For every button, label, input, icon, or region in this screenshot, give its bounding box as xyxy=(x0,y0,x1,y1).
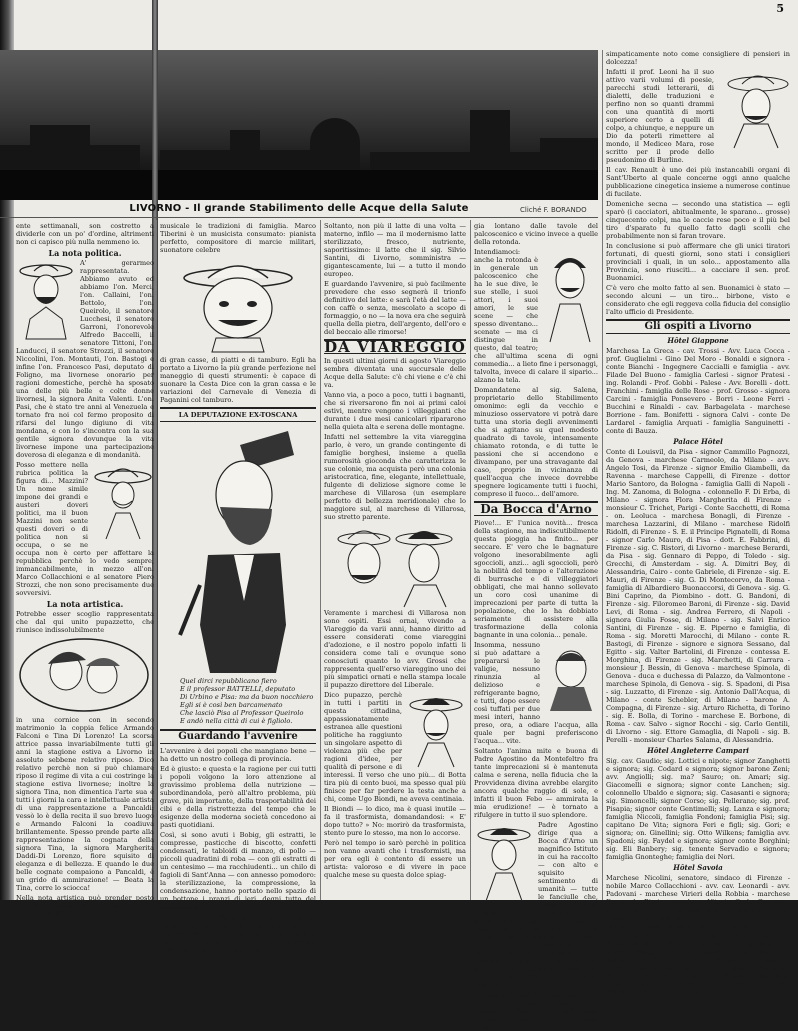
col5-paragraph-2: Infatti il prof. Leoni ha il suo attivo varii volumi di poesie, parecchi studi letterarii, di dialetti, delle traduzioni e perfino non so quanti drammi con una quantità di morti superiore certo a quelli di colpo, a chiunque, e neppure un Dio da poterli rimettere al mondo, il Mediceo Mara, rose scritto per il prode dello pseudonimo di Burline. xyxy=(606,68,714,164)
photo-livorno-baths xyxy=(0,50,598,200)
col2-verse-6: E andò nella città di cui è figliolo. xyxy=(180,717,293,725)
column-rule xyxy=(320,220,321,900)
col4-paragraph-7: Padre Agostino dirige qua a Bocca d'Arno un magnifico Istituto in cui ha raccolto — con alto e squisito sentimento di umanità — tutte le fanciulle che, rimaste orfane al mondo, giovinate — senza tetto e senza pane, aspettano tutte le insidie e a tutti i patimenti, e l'opera meravigliosa compiuta da questo modesto frate, di gran cuore e di grande intelletto, è degna della più viva ammirazione, tanto più che oggi si diventa facilmente filantropi anche elargendo la tenue moneta di una lira. xyxy=(474,821,598,989)
column-3 xyxy=(324,222,466,898)
col5-paragraph-1: simpaticamente noto come consigliere di pensieri in dolcezza! xyxy=(606,50,790,66)
photo-credit: Cliché F. BORANDO xyxy=(520,206,587,214)
col5-paragraph-5: In conclusione si può affermare che gli unici tiratori fortunati, di questi giorni, sono stati i consiglieri provinciali i quali, in un solo... appostamento alla Provincia, sono riusciti... a cacciare il sen. prof. Buonamici. xyxy=(606,242,790,282)
col5-paragraph-6: C'è vero che molto fatto al sen. Buonamici è stato — secondo alcuni — un tiro... birbone, visto e considerato che egli reggeva colla fiducia del consiglio l'alto ufficio di Presidente. xyxy=(606,284,790,316)
col2-paragraph-4: Ed è giusto: e questa e la ragione per cui tutti i popoli volgono la loro attenzione al gravissimo problema della nutrizione — subordinandola, però all'altro problema, più grave, più importante, della trasportabilità dei cibi e della ristrettezza del tempo che le esigenze della moderna società concedono ai pasti quotidiani. xyxy=(160,765,316,829)
col1-heading-artistica: La nota artistica. xyxy=(46,599,124,609)
col2-verse-3: Di Urbino e Pisa: ma da buon nocchiero xyxy=(180,693,314,701)
col3-paragraph-7: Dico pupazzo, perchè in tutti i partiti in questa cittadina, appassionatamente estranea alle questioni politiche ha raggiunto un singolare aspetto di violenza più che per ragioni d'idee, per qualità di persone e di interessi. Il verso che uno più... di Botta tira più di cento buoi, ma spesso qual più finisce per far perdere la testa anche a chi, come Ugo Biondi, ne aveva centinaia. xyxy=(324,691,466,803)
hotel-savoia-heading: Hôtel Savoia xyxy=(673,863,723,872)
caricature-mazzini xyxy=(92,463,154,541)
other-guests: Sig. Giov. Batt. Lupo e famiglia, di Pistoia - signora Paola Garelli, di Milano - signora Regina Regnoli e signora Balducci, Pirenze - signora Rosina Avuchi e famiglia, di Firenze - signor Pappa e famiglia, di Firenze - signor Gabriele Dante e figlia, di Bologna - dott. Franchi - sig. Rigolotti di Milano - marchese Antonio Gonzaga e famiglia di Firenze - sig. dott. Piaggi e famiglia, di Firenze. xyxy=(606,932,790,996)
col3-paragraph-9: Però nel tempo io sarò perchè in politica non vanno avanti che i trasformisti, ma per ora egli è contento di essere un artista: valoroso e di vivere in pace qualche mese su questa dolce spiag- xyxy=(324,839,466,879)
page-number: 5 xyxy=(776,2,784,15)
caricature-falconi-di-lorenzo xyxy=(16,636,152,714)
col2-paragraph-1: musicale le tradizioni di famiglia. Marco Tiberini è un musicista consumato: pianista perfetto, compositore di marcie militari, suonatore celebre xyxy=(160,222,316,254)
palace-hotel-heading: Palace Hôtel xyxy=(673,437,723,446)
col2-verse-5: Che lasciò Pisa al Professor Queirolo xyxy=(180,709,304,717)
caricature-villarosa xyxy=(324,523,466,607)
col4-paragraph-3: Domandatene al sig. Salena, proprietario dello Stabilimento omonimo: egli da vecchio e minuzioso osservatore vi potrà dare tutta una storia degli avvenimenti che si agitano su quel modesto quadrato di tavole, intensamente chiamato rotonda, e di tutte le passioni che si accendono e divampano, per una stravagante dal caso, proprio in vicinanza di quell'acqua che invece dovrebbe spegnere logicamente tutti i fuochi, compreso il fuoco... dell'amore. xyxy=(474,386,598,498)
col2-paragraph-3: L'avvenire è dei popoli che mangiano bene — ha detto un nostro collega di provincia. xyxy=(160,747,316,763)
col2-verse-2: E il professor BATTELLI, deputato xyxy=(180,685,296,693)
col3-heading-viareggio: DA VIAREGGIO xyxy=(324,338,466,356)
palace-hotel-guests: Conte di Louisvil, da Pisa - signor Cammillo Pagnozzi, da Genova - marchese Carmeolo, da Milano - avv. Angelo Tosi, da Firenze - signor Emilio Giambelli, da Ravenna - marchese Cappelli, di Firenze - dottor Mario Santoro, da Bologna - famiglia Galli di Napoli - Ing. M. Zanoma, di Bologna - colonnello F. Di Erba, di Milano - signora Flora Margherita di Firenze - monsieur C. Trichet, Parigi - Conte Sacchetti, di Roma - on. Leoluca - marchesa Bonagli, di Firenze - marchesa Lazzarini, di Milano - marchese Ridolfi Ridolfi, di Firenze - S. E. il Principe Pignatelli, di Roma - signor Carlo Mauro, di Pisa - dott. E. Fabbrini, di Firenze - sig. C. Ristori, di Livorno - marchese Berardi, da Pisa - sig. Gennaro di Peppo, di Toledo - sig. Grecchi, di Amsterdam - sig. A. Dimitri Bey, di Alessandria, Cairo - conte Gabriele, di Firenze - sig. E. Mauri, di Firenze - sig. G. Di Montecorvo, da Roma - famiglia di Albardiero Buonaccorsi, di Genova - sig. G. Bini Caprino, da Piombino - dott. G. Bandoni, di Firenze - sig. Filoromeo Baroni, di Firenze - sig. David Levi, di Roma - sig. Andrea Ferrero, di Napoli - signora Giulia Fosse, di Milano - sig. Salvi Enrico Santini, di Firenze - sig. E. Piperno e famiglia, di Roma - sig. Moretti Marocchi, di Milano - conte R. Bastogi, di Firenze - signore e signora Sessano, dal Egitto - sig. Valter Bartolini, di Firenze - contessa E. Morghina, di Firenze - sig. Marchetti, di Carrara - monsieur J. Bessin, di Genova - marchese Spinola, di Genova - duca e duchessa di Palazzo, da Valmontone - marchese Spinola, di Genova - sig. S. Spadoni, di Pisa - sig. Luzzatto, di Firenze - sig. Antonio Dall'Acqua, di Milano - conte Schebler, di Milano - barone A. Compagna, di Firenze - sig. Arturo Richetta, di Torino - sig. E. Bolla, di Torino - marchese E. Borbone, di Roma - cav. Salvo - signor Rocchi - sig. Carlo Gentili, di Livorno - sig. Ettore Gamaglia, di Napoli - sig. B. Perelli - monsieur Charles Salama, di Alessandria. xyxy=(606,448,790,744)
col1-heading-politica: La nota politica. xyxy=(48,248,122,258)
col3-paragraph-1: Soltanto, non più il latte di una volta — materno, infilo — ma il modernismo latte sterilizzato, fresco, nutriente, saporitissimo: il latte che il sig. Silvio Santini, di Livorno, somministra — gigantescamente, lui — a tutto il mondo europeo. xyxy=(324,222,466,278)
col3-paragraph-4: Vanno via, a poco a poco, tutti i bagnanti, che si riversarono fin noi ai primi caloi estivi, mentre vengono i villeggianti che durante i due mesi canicolari ripararono nella quieta alta e serena delle montagne. xyxy=(324,391,466,431)
col4-paragraph-6: Soltanto l'anima mite e buona di Padre Agostino da Montefeltro fra tante imprecazioni si è mantenuta calma e serena, nella fiducia che la Provvidenza divina avrebbe elargito ancora qualche raggio di sole, e infatti il buon Febo — ammirata la mia erudizione! — è tornato a rifulgere in tutto il suo splendore. xyxy=(474,747,598,819)
caricature-leoni-hat xyxy=(718,70,790,150)
col2-heading-avvenire: Guardando l'avvenire xyxy=(160,729,316,744)
col4-paragraph-4: Piove!... E' l'unica novità... fresca della stagione, ma indiscutibilmente questa pioggia ha finito... per seccare. E' vero che le bagnature volgono inesorabilmente agli sgoccioli, anzi... agli sgoccioli, però la nobilità del tempo e l'alterazione di burrasche e di villeggiatori obbligati, che mai hanno sollevato un coro così unanime di imprecazioni per parte di tutta la popolazione, che lo ha dobbiato seriamente di assistere alla trasformazione della colonia bagnante in una colonia... penale. xyxy=(474,519,598,639)
col3-paragraph-8: Il Biondi — lo dico, ma è quasi inutile — fa il trasformista, domandandosi: « E' dopo tutto? » No: morirò da trasformista, stento pure lo stesso, ma non lo accorse. xyxy=(324,805,466,837)
col1-paragraph-2: Posso mettere nella rubrica politica la figura di... Mazzini? Un nome simile impone dei grandi e austeri doveri politici, ma il buon Mazzini non sente questi doveri o di politica non si occupa, o se ne occupa non è certo per affettare la repubblica perchè lo vedo sempre, immancabilmente, in mezzo all'on. Marco Collacchioni e al senatore Piero Strozzi, che non sono precisamente due sovversivi. xyxy=(16,461,154,597)
col4-paragraph-2: Intendiamoci: anche la rotonda è in generale un palcoscenico che ha le sue dive, le sue stelle, i suoi attori, i suoi amori, le sue scene — che spesso diventano... scenate — ma ci distingue in questo, dal teatro; che all'ultima scena di ogni commedia... a lieto fine i personaggi, talvolta, invece di calare il sipario... alzano la tela. xyxy=(474,248,598,384)
hotel-angleterre-heading: Hôtel Angleterre Campari xyxy=(647,746,749,755)
column-1 xyxy=(16,222,154,918)
col2-verse-1: Quel dirci repubblicano fiero xyxy=(180,677,277,685)
column-rule xyxy=(470,220,471,900)
col1-paragraph-3: Potrebbe esser scoglio rappresentata che dal qui unito pupazzetto, che riunisce indissolubilmente xyxy=(16,610,154,634)
col1-paragraph-4: in una cornice con in secondo matrimonio la coppia felice Armando Falconi e Tina Di Lorenzo! La scorsa attrice passa invariabilmente tutti gli anni la stagione estiva a Livorno in assoluto sebbene relativo riposo. Dico relativo perchè non si può chiamare riposo il regime di vita a cui costringe la stagione estiva livornese; inoltre la signora Tina, non dimentica l'arte sua e tutti i giorni la cara e intellettuale artista di una rappresentazione a Pancaldi: vessò lo è della recita il suo brevo luogo e Armando Falconi la coadiuva brillantemente. Spesso prende parte alla rappresentazione la cognata della signora Tina, la signora Margherita Daddi-Di Lorenzo, fiore squisito di eleganza e di bellezza. E quando le due belle cognate compaiono a Pancaldi, è un grido di ammirazione! — Beata la Tina, corre lo sciocca! xyxy=(16,716,154,892)
caricature-tiberini xyxy=(160,256,316,354)
hotel-giappone-heading: Hôtel Giappone xyxy=(667,336,729,345)
column-2 xyxy=(160,222,316,953)
col3-paragraph-6: Veramente i marchesi di Villarosa non sono ospiti. Essi ornai, vivendo a Viareggio da varii anni, hanno diritto ad essere considerati come viareggini d'adozione, e il nostro popolo infatti li considera come tali e ovunque sono conosciuti quanto lo avv. Grossi che rappresenta quell'erso viareggino uno dei più simpatici ornati e nella stampa locale il pupazzo direttore del Liberale. xyxy=(324,609,466,689)
caricature-salena xyxy=(542,248,598,344)
column-rule xyxy=(602,50,603,900)
caricature-battelli xyxy=(160,425,316,675)
col5-paragraph-3: Il cav. Renault è uno dei più instancabili organi di Sant'Uberto al quale concerne oggi anno qualche pubblicazione cinegetica insieme a numerose continue di fucilate. xyxy=(606,166,790,198)
hotel-giappone-guests: Marchesa La Greca - cav. Trossi - Avv. Luca Cocca - prof. Guglielmi - Gino Del Moro - Bonaldi e signora - conte Bianchi - Ingegnere Caccialli e famiglia - avv. Filade Del Buono - famiglia Carlesi - signor Pratesi - ing. Rolandi - Prof. Gobbi - Palese - Avv. Borelli - dott. Franchini - famiglia delle Rose - prof. Grosso - signora Carcini - famiglia Ponsevero - Borri - Leone Ferri - Bucchini e Rinaldi - cav. Barbagelata - marchese Borrione - fam. Bonifetti - signora Calvi - conte De Lardarel - famiglia Arquati - famiglia Sanguinetti - conte di Bauza. xyxy=(606,347,790,435)
col1-paragraph-5: Nella nota artistica può prender posto l'amico immenso Mario Tiberini, che continua nell'arte xyxy=(16,894,154,918)
col2-heading-deputazione: LA DEPUTAZIONE EX-TOSCANA xyxy=(160,407,316,422)
hotel-angleterre-guests: Sig. cav. Gaudio; sig. Lottici e nipote; signor Zanghetti e signora; sig. Codard e signora; signor barone Zeni; avv. Angiolli; sig. ma? Sauro; on. Amari; sig. Giacomelli e signora; signor conte Lanchen; sig. colonnello Ubaldo e signora; sig. Casasanti e signora; sig. Simoncelli; signor Corso; sig. Pellerano; sig. prof. Pisapia; signor conte Gentimelli; sig. Lanza e signora; famiglia Niccoli, famiglia Fondoni; famiglia Pisi; sig. capitano De Vita; signora Feri e figli; sig. Gori; e signora; on. Ginellini; sig. Otto Wilkens; famiglia avv. Spadoni; sig. Faydel e signora; signor conte Borghini; sig. Eli Banbery; sig. tenente Servadio e signora; famiglia Gnonteghe; famiglia dei Nori. xyxy=(606,757,790,861)
col3-paragraph-2: E guardando l'avvenire, si può facilmente prevedere che esso segnerà il trionfo definitivo del latte: e sarà l'età del latte — con caffè o senza, mescolato a scopo di formaggio, o no — la nova era che seguirà quella della pietra, dell'argento, dell'oro e del beccaio alle rimorse! xyxy=(324,280,466,336)
col2-paragraph-6: E il ristorante all'antica, ma però con un piacere da moderatis : si è ristorati al latte — che ha costituito il primo elemento nutritivo dell'uomo — e che l'esperienza ha dimostrato essere ancora l'ideale dei cibi. xyxy=(160,913,316,953)
col4-paragraph-5: Insomma, nessuno si può adattare a prepararsi le valigie, nessuno rinunzia al delizioso e refrigerante bagno, e tutti, dopo essere così tuffati per due mesi interi, hanno preso, ora, a odiare l'acqua, alla quale per bagni preferiscono l'acqua... vite. xyxy=(474,641,598,745)
col1-paragraph-1: A' gerarmeo rappresentata. Abbiamo avuto ed abbiamo l'on. Merci, l'on. Callaini, l'on. Bettolo, l'on. Queirolo, il senatore Lucchesi, il senatore Garroni, l'onorevole Alfredo Baccelli, il senatore Tittoni, l'on. Landucci, il senatore Strozzi, il senatore Niccolini, l'on. Montauti, l'on. Bastogi e infine l'on. Francesco Pasi, deputato di Foligno, ma livornese onorario per ragioni domestiche, perchè ha sposato una delle più belle e colte donne livornesi, la signora Anita Valenti. L'on. Pasi, che è stato tre anni al Venezuela e tornato fra noi col fermo proposito di rifarsi del lungo digiuno di vita mondana, e con lo s'incontra con la sua gentile signora dovunque la vita livornese impone una partecipazione doverosa di eleganza e di mondanità. xyxy=(16,259,154,459)
caricature-leoni xyxy=(474,823,534,903)
caricature-agostino xyxy=(544,643,598,713)
col5-heading-ospiti: Gli ospiti a Livorno xyxy=(606,319,790,334)
col2-paragraph-5: Così, si sono avuti i Bobig, gli estratti, le compresse, pasticche di biscotto, confetti condensati, le tabloidi di manzo, di pollo — piccoli quadratini di roba — con gli estratti di un centesimo — ma racchiudenti... un chilo di fagioli di Sant'Anna — con annesso pomodoro: la sterilizzazione, la compressione, la condensazione, hanno portato nello spazio di un bottone i pranzi di ieri, degni tutto del abbondante. xyxy=(160,831,316,911)
col2-paragraph-2: di gran casse, di piatti e di tamburo. Egli ha portato a Livorno la più grande perfezione nel maneggio di questi strumenti: è capace di suonare la Cesta Dice con la gran cassa e le variazioni del Carnevale di Venezia di Paganini col tamburo. xyxy=(160,356,316,404)
col4-paragraph-1: gia lontano dalle tavole del palcoscenico e vicino invece a quelle della rotonda. xyxy=(474,222,598,246)
column-rule xyxy=(156,220,157,900)
caricature-politician xyxy=(16,259,76,339)
col1-intro: ente settimanali, son costretto a dividerle con un po' d'ordine, altrimenti non ci capisco più nulla nemmeno io. xyxy=(16,222,154,246)
col3-paragraph-3: In questi ultimi giorni di agosto Viareggio sembra diventata una succursale delle Acque della Salute: c'è chi viene e c'è chi va. xyxy=(324,357,466,389)
hotel-savoia-guests: Marchese Nicolini, senatore, sindaco di Firenze - nobile Marco Collacchioni - avv. cav. Leonardi - avv. Padovani - marchese Virieri della Robbia - marchese Emanuele Rimi - marchese Vitorio Carlo Gemma - conte Lazzarini - signora Alberto Mazzini - avv. Castelli - famiglia Vigo - famiglia de Francesco - famiglia Tabasso - Capodi - conte di Bauza. xyxy=(606,874,790,930)
col2-verse-4: Egli si è così ben barcamenato xyxy=(180,701,283,709)
column-5 xyxy=(606,50,790,996)
col3-paragraph-5: Infatti nel settembre la vita viareggina parlo, è vero, un grande contingente di famiglie borghesi, insieme a quella rumorosità gioconda che caratterizza le sue colonie, ma acquista però una colonia aristocratica, fine, elegante, intellettuale, fulgente di deliziose signore come le marchese di Villarosa (un esemplare perfetto di bellezza meridionale) che lo maggiore sul, al marchese di Villarosa, suo stretto parente. xyxy=(324,433,466,521)
photo-caption: LIVORNO - Il grande Stabilimento delle Acque della Salute xyxy=(0,203,598,218)
col4-heading-bocca-arno: Da Bocca d'Arno xyxy=(474,501,598,516)
col4-paragraph-8: Ho detto di una lira, ma non tutti, anche tutti, ma le donne: per esempio, ne hanno fatto una lire e so la tiene stretta il prof. Giuseppe Leoni, xyxy=(474,991,598,1031)
column-4 xyxy=(474,222,598,1031)
col5-paragraph-4: Domeniche secna — secondo una statistica — egli sparò (i cacciatori, abitualmente, le sparano... grosse) cinquecento colpi, ma le caccie rese poco e il più bel tiro d'sparato fu quello fatto dagli scolli che probabilmente non si faran trovare. xyxy=(606,200,790,240)
caricature-biondi xyxy=(406,693,466,769)
